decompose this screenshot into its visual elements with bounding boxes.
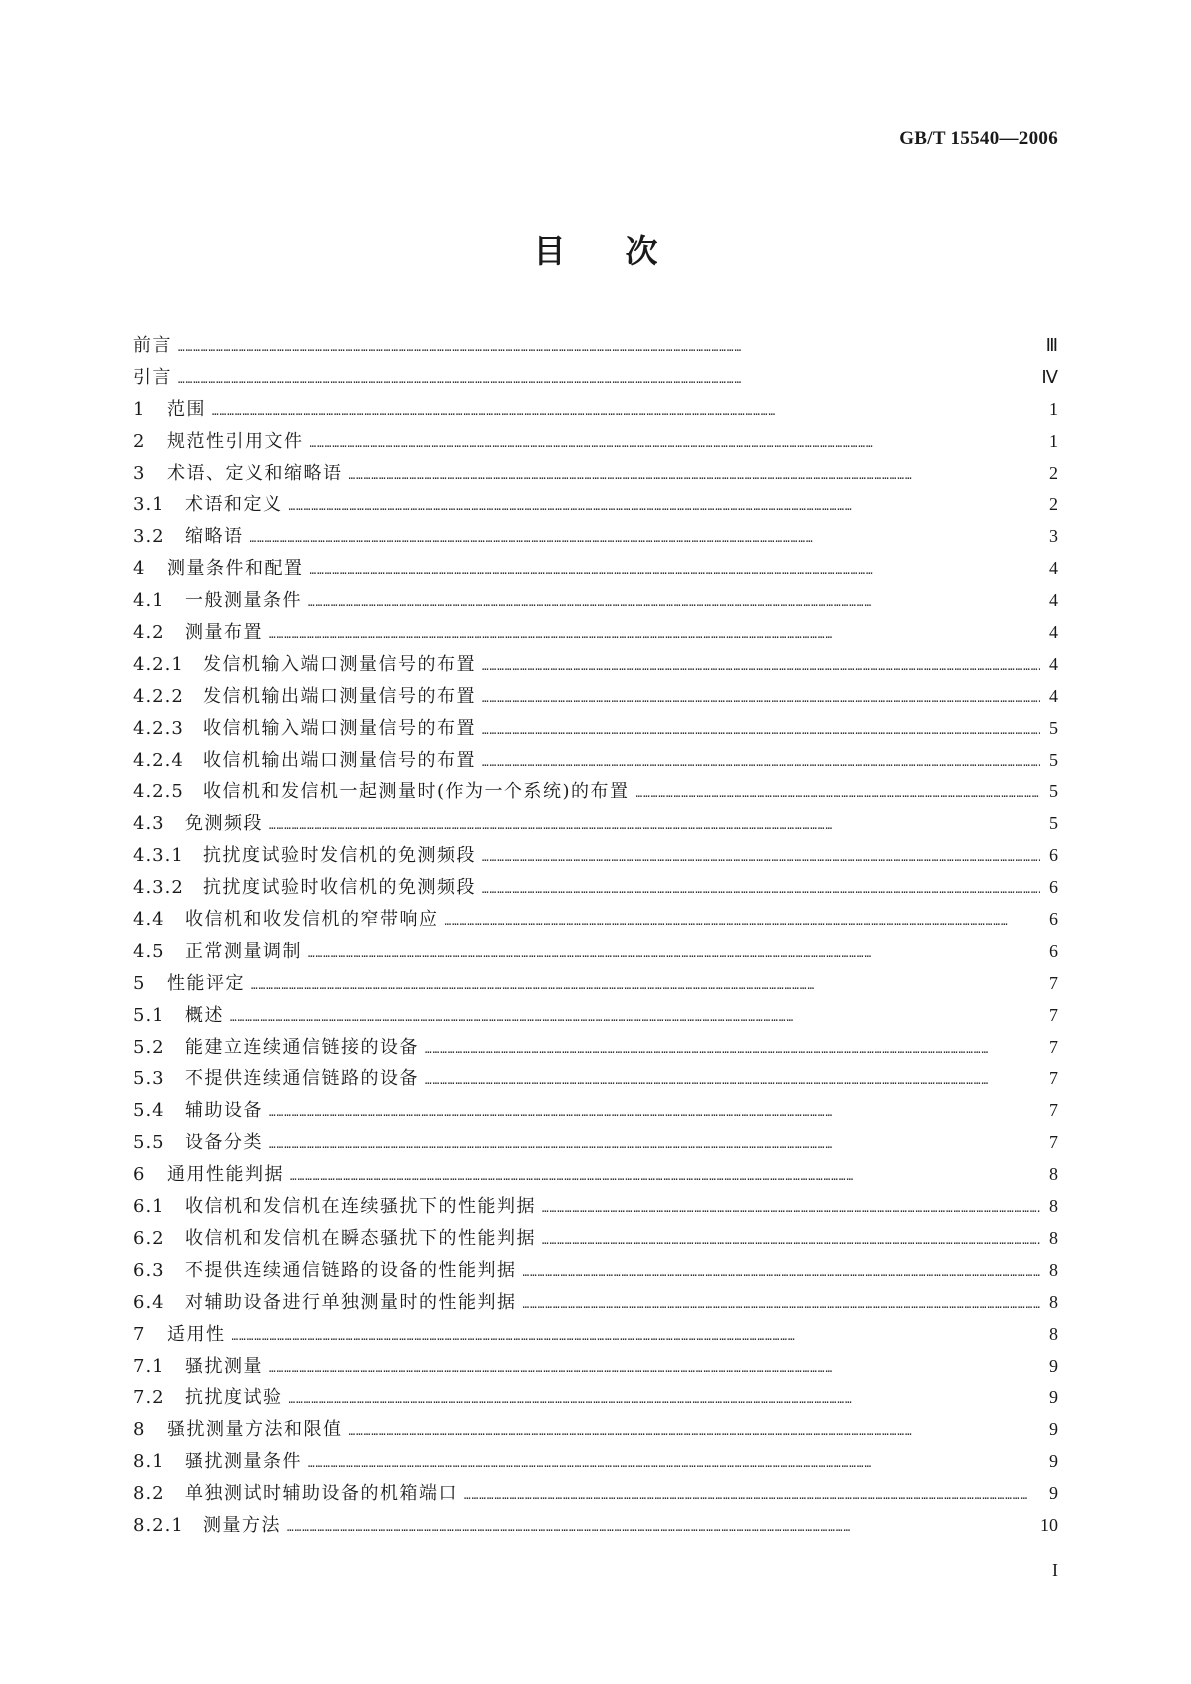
toc-entry[interactable] xyxy=(133,1000,1058,1032)
toc-entry[interactable] xyxy=(133,1478,1058,1510)
toc-entry[interactable] xyxy=(133,1255,1058,1287)
toc-entry[interactable] xyxy=(133,1159,1058,1191)
toc-entry-title: 测量布置 xyxy=(185,622,263,644)
toc-entry-number: 5 xyxy=(133,972,146,994)
toc-leader-dots xyxy=(250,523,1041,555)
toc-entry-number: 6.1 xyxy=(133,1196,165,1218)
toc-leader-dots xyxy=(290,1161,1040,1193)
toc-entry-number: 4.3.2 xyxy=(133,877,184,899)
toc-entry-page: 9 xyxy=(1049,1355,1058,1376)
toc-entry[interactable] xyxy=(133,936,1058,968)
toc-entry-title: 术语、定义和缩略语 xyxy=(167,462,343,484)
toc-entry[interactable] xyxy=(133,489,1058,521)
page-number: I xyxy=(1052,1560,1058,1580)
toc-entry-title: 收信机输入端口测量信号的布置 xyxy=(203,717,476,739)
toc-entry-title: 辅助设备 xyxy=(185,1100,263,1122)
toc-entry[interactable] xyxy=(133,1287,1058,1319)
toc-entry-number: 7.2 xyxy=(133,1387,165,1409)
toc-entry-title: 规范性引用文件 xyxy=(167,430,304,452)
toc-entry-title: 概述 xyxy=(185,1004,224,1026)
toc-entry-page: 9 xyxy=(1049,1483,1058,1504)
toc-entry-title: 一般测量条件 xyxy=(185,590,302,612)
toc-entry-page: Ⅲ xyxy=(1045,335,1058,355)
toc-entry-page: 5 xyxy=(1049,781,1058,802)
toc-entry-page: 2 xyxy=(1049,494,1058,515)
page-title xyxy=(0,226,1191,272)
toc-entry[interactable] xyxy=(133,713,1058,745)
toc-entry-number: 7 xyxy=(133,1323,146,1345)
toc-leader-dots xyxy=(523,1257,1041,1289)
toc-leader-dots xyxy=(482,874,1040,906)
toc-entry-page: 7 xyxy=(1049,1132,1058,1153)
toc-entry-page: 9 xyxy=(1049,1451,1058,1472)
toc-entry[interactable] xyxy=(133,330,1058,362)
toc-entry[interactable] xyxy=(133,1063,1058,1095)
toc-entry[interactable] xyxy=(133,585,1058,617)
toc-entry-page: 6 xyxy=(1049,940,1058,961)
toc-entry-page: 8 xyxy=(1049,1164,1058,1185)
toc-entry-number: 4 xyxy=(133,558,146,580)
toc-entry-page: 9 xyxy=(1049,1419,1058,1440)
toc-leader-dots xyxy=(178,332,1040,364)
toc-entry-number: 2 xyxy=(133,430,146,452)
toc-entry-number: 4.1 xyxy=(133,590,165,612)
toc-entry-number: 6.3 xyxy=(133,1259,165,1281)
toc-entry-title: 能建立连续通信链接的设备 xyxy=(185,1036,419,1058)
toc-entry-page: 8 xyxy=(1049,1227,1058,1248)
toc-entry-number: 3 xyxy=(133,462,146,484)
toc-leader-dots xyxy=(482,715,1040,747)
toc-entry-number: 3.2 xyxy=(133,526,165,548)
toc-entry[interactable] xyxy=(133,394,1058,426)
toc-entry-title: 收信机和发信机在连续骚扰下的性能判据 xyxy=(185,1196,536,1218)
toc-entry-number: 5.1 xyxy=(133,1004,165,1026)
toc-entry-page: 6 xyxy=(1049,909,1058,930)
toc-entry-number: 5.3 xyxy=(133,1068,165,1090)
toc-entry-page: 5 xyxy=(1049,749,1058,770)
toc-leader-dots xyxy=(425,1065,1040,1097)
title-char-2: 次 xyxy=(625,232,658,270)
toc-entry-number: 1 xyxy=(133,398,146,420)
toc-entry[interactable] xyxy=(133,521,1058,553)
toc-entry[interactable] xyxy=(133,1414,1058,1446)
toc-entry-number: 4.2.5 xyxy=(133,781,184,803)
toc-entry-page: 6 xyxy=(1049,845,1058,866)
toc-entry-page: Ⅳ xyxy=(1041,366,1058,387)
toc-entry[interactable] xyxy=(133,1446,1058,1478)
toc-entry-page: 10 xyxy=(1040,1514,1058,1535)
toc-entry-page: 8 xyxy=(1049,1196,1058,1217)
toc-entry-title: 引言 xyxy=(133,366,172,388)
toc-entry-page: 8 xyxy=(1049,1291,1058,1312)
toc-entry-page: 7 xyxy=(1049,1036,1058,1057)
toc-entry-number: 8.2.1 xyxy=(133,1514,184,1536)
toc-entry[interactable] xyxy=(133,681,1058,713)
toc-entry[interactable] xyxy=(133,362,1058,394)
toc-entry-page: 4 xyxy=(1049,558,1058,579)
toc-leader-dots xyxy=(230,1002,1040,1034)
toc-entry-title: 正常测量调制 xyxy=(185,940,302,962)
toc-entry-number: 4.2.3 xyxy=(133,717,184,739)
toc-entry-title: 测量条件和配置 xyxy=(167,558,304,580)
toc-entry-page: 3 xyxy=(1049,526,1058,547)
toc-entry-number: 5.2 xyxy=(133,1036,165,1058)
toc-entry-title: 设备分类 xyxy=(185,1132,263,1154)
toc-entry-title: 前言 xyxy=(133,335,172,356)
toc-leader-dots xyxy=(349,1416,1041,1448)
toc-entry-title: 对辅助设备进行单独测量时的性能判据 xyxy=(185,1291,517,1313)
toc-entry-number: 4.4 xyxy=(133,909,165,931)
toc-entry-title: 收信机输出端口测量信号的布置 xyxy=(203,749,476,771)
toc-entry[interactable] xyxy=(133,1223,1058,1255)
toc-entry-number: 4.5 xyxy=(133,940,165,962)
toc-entry-title: 收信机和发信机在瞬态骚扰下的性能判据 xyxy=(185,1227,536,1249)
toc-leader-dots xyxy=(178,364,1035,396)
toc-entry-title: 收信机和收发信机的窄带响应 xyxy=(185,909,439,931)
toc-entry-number: 4.3 xyxy=(133,813,165,835)
toc-leader-dots xyxy=(310,555,1041,587)
toc-entry[interactable] xyxy=(133,1319,1058,1351)
toc-leader-dots xyxy=(269,1353,1040,1385)
toc-leader-dots xyxy=(269,1097,1040,1129)
toc-entry-number: 6.2 xyxy=(133,1227,165,1249)
toc-leader-dots xyxy=(212,396,1040,428)
toc-entry-title: 不提供连续通信链路的设备的性能判据 xyxy=(185,1259,517,1281)
toc-leader-dots xyxy=(269,619,1040,651)
toc-entry[interactable] xyxy=(133,840,1058,872)
toc-leader-dots xyxy=(289,1384,1041,1416)
toc-entry-page: 4 xyxy=(1049,685,1058,706)
toc-entry-page: 4 xyxy=(1049,590,1058,611)
toc-entry-title: 测量方法 xyxy=(203,1514,281,1536)
toc-entry-title: 发信机输出端口测量信号的布置 xyxy=(203,685,476,707)
toc-entry[interactable] xyxy=(133,426,1058,458)
toc-entry-title: 不提供连续通信链路的设备 xyxy=(185,1068,419,1090)
toc-entry-title: 收信机和发信机一起测量时(作为一个系统)的布置 xyxy=(203,781,630,803)
toc-entry-title: 骚扰测量条件 xyxy=(185,1451,302,1473)
standard-code: GB/T 15540—2006 xyxy=(899,128,1058,149)
toc-leader-dots xyxy=(269,1129,1040,1161)
toc-entry-page: 7 xyxy=(1049,1004,1058,1025)
toc-entry-page: 7 xyxy=(1049,1100,1058,1121)
toc-entry-title: 抗扰度试验 xyxy=(185,1387,283,1409)
toc-entry-title: 通用性能判据 xyxy=(167,1164,284,1186)
toc-leader-dots xyxy=(523,1289,1041,1321)
toc-leader-dots xyxy=(310,428,1041,460)
toc-entry-title: 范围 xyxy=(167,398,206,420)
toc-entry-title: 发信机输入端口测量信号的布置 xyxy=(203,653,476,675)
toc-leader-dots xyxy=(308,587,1040,619)
toc-leader-dots xyxy=(482,842,1040,874)
toc-entry[interactable] xyxy=(133,745,1058,777)
toc-entry-number: 7.1 xyxy=(133,1355,165,1377)
toc-entry[interactable] xyxy=(133,776,1058,808)
toc-entry-page: 4 xyxy=(1049,622,1058,643)
toc-entry-number: 3.1 xyxy=(133,494,165,516)
toc-entry[interactable] xyxy=(133,1095,1058,1127)
toc-leader-dots xyxy=(289,491,1041,523)
toc-entry[interactable] xyxy=(133,1510,1058,1542)
toc-leader-dots xyxy=(482,651,1040,683)
table-of-contents xyxy=(133,330,1058,1542)
toc-entry-title: 缩略语 xyxy=(185,526,244,548)
toc-entry-page: 2 xyxy=(1049,462,1058,483)
toc-entry-number: 8.1 xyxy=(133,1451,165,1473)
toc-leader-dots xyxy=(232,1321,1041,1353)
toc-entry-page: 5 xyxy=(1049,717,1058,738)
toc-entry-title: 性能评定 xyxy=(167,972,245,994)
title-char-1: 目 xyxy=(533,232,566,270)
toc-entry[interactable] xyxy=(133,553,1058,585)
toc-leader-dots xyxy=(269,810,1040,842)
toc-entry-page: 7 xyxy=(1049,1068,1058,1089)
toc-leader-dots xyxy=(542,1193,1040,1225)
toc-entry[interactable] xyxy=(133,458,1058,490)
toc-leader-dots xyxy=(464,1480,1040,1512)
toc-entry[interactable] xyxy=(133,617,1058,649)
toc-entry-number: 6.4 xyxy=(133,1291,165,1313)
toc-leader-dots xyxy=(482,683,1040,715)
toc-entry-number: 8.2 xyxy=(133,1483,165,1505)
toc-leader-dots xyxy=(251,970,1040,1002)
toc-entry[interactable] xyxy=(133,904,1058,936)
toc-entry-page: 1 xyxy=(1049,398,1058,419)
toc-entry-page: 8 xyxy=(1049,1259,1058,1280)
toc-leader-dots xyxy=(308,1448,1040,1480)
toc-entry-page: 4 xyxy=(1049,653,1058,674)
toc-entry-number: 4.3.1 xyxy=(133,845,184,867)
toc-entry-title: 免测频段 xyxy=(185,813,263,835)
toc-entry[interactable] xyxy=(133,649,1058,681)
toc-leader-dots xyxy=(425,1034,1040,1066)
toc-entry-number: 4.2 xyxy=(133,622,165,644)
toc-entry-title: 抗扰度试验时发信机的免测频段 xyxy=(203,845,476,867)
toc-entry-page: 6 xyxy=(1049,877,1058,898)
toc-entry-number: 4.2.2 xyxy=(133,685,184,707)
toc-entry-page: 5 xyxy=(1049,813,1058,834)
toc-entry-page: 7 xyxy=(1049,972,1058,993)
toc-entry-title: 骚扰测量 xyxy=(185,1355,263,1377)
toc-entry-title: 单独测试时辅助设备的机箱端口 xyxy=(185,1483,458,1505)
toc-entry[interactable] xyxy=(133,1127,1058,1159)
toc-entry[interactable] xyxy=(133,1351,1058,1383)
toc-entry-number: 8 xyxy=(133,1419,146,1441)
toc-leader-dots xyxy=(445,906,1041,938)
toc-entry-title: 抗扰度试验时收信机的免测频段 xyxy=(203,877,476,899)
toc-entry-title: 术语和定义 xyxy=(185,494,283,516)
toc-entry-page: 8 xyxy=(1049,1323,1058,1344)
toc-entry-number: 4.2.4 xyxy=(133,749,184,771)
toc-entry[interactable] xyxy=(133,1191,1058,1223)
toc-entry-page: 9 xyxy=(1049,1387,1058,1408)
toc-leader-dots xyxy=(308,938,1040,970)
toc-entry[interactable] xyxy=(133,872,1058,904)
toc-leader-dots xyxy=(349,460,1041,492)
toc-entry[interactable] xyxy=(133,808,1058,840)
toc-entry-number: 4.2.1 xyxy=(133,653,184,675)
toc-entry[interactable] xyxy=(133,1382,1058,1414)
toc-entry-number: 5.4 xyxy=(133,1100,165,1122)
toc-leader-dots xyxy=(542,1225,1040,1257)
toc-entry-title: 骚扰测量方法和限值 xyxy=(167,1419,343,1441)
toc-entry[interactable] xyxy=(133,968,1058,1000)
toc-leader-dots xyxy=(482,747,1040,779)
toc-entry-number: 6 xyxy=(133,1164,146,1186)
toc-leader-dots xyxy=(287,1512,1034,1544)
toc-entry-title: 适用性 xyxy=(167,1323,226,1345)
toc-entry[interactable] xyxy=(133,1032,1058,1064)
toc-entry-number: 5.5 xyxy=(133,1132,165,1154)
toc-entry-page: 1 xyxy=(1049,430,1058,451)
toc-leader-dots xyxy=(636,778,1040,810)
